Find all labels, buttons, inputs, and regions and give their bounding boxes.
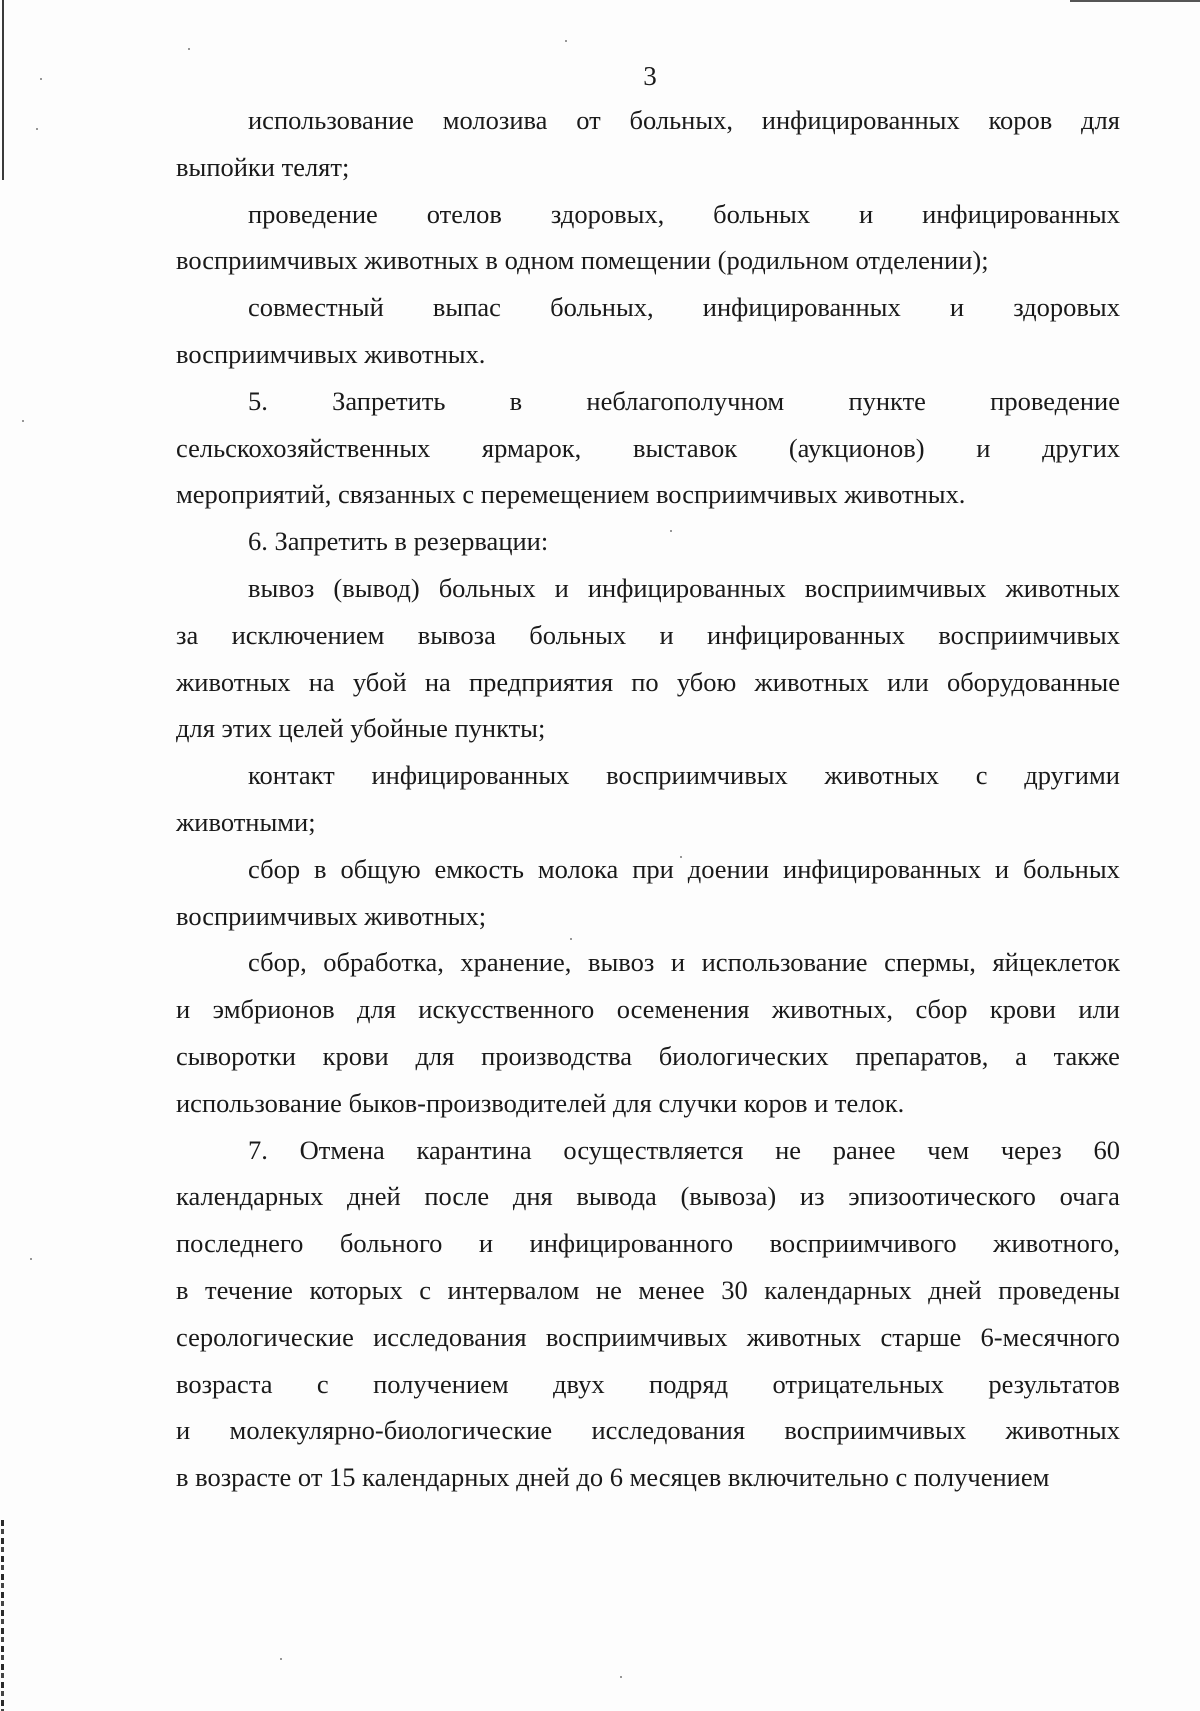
scan-speck [620, 1676, 622, 1678]
text-line: сбор, обработка, хранение, вывоз и использование спермы, яйцеклеток [248, 947, 1120, 978]
text-line: сельскохозяйственных ярмарок, выставок (аукционов) и других [176, 432, 1120, 463]
scan-speck [22, 420, 24, 422]
text-line: совместный выпас больных, инфицированных и здоровых [248, 292, 1120, 323]
scan-speck [36, 128, 38, 130]
text-line: за исключением вывоза больных и инфицированных восприимчивых [176, 619, 1120, 650]
scan-edge-artifact [1, 1520, 4, 1711]
text-line: и молекулярно-биологические исследования восприимчивых животных [176, 1415, 1120, 1446]
text-line: использование молозива от больных, инфицированных коров для [248, 105, 1120, 135]
text-line: сбор в общую емкость молока при доении инфицированных и больных [248, 853, 1120, 884]
paragraph [176, 1127, 1120, 1501]
paragraph [176, 939, 1120, 1126]
document-body [176, 97, 1120, 1501]
text-line: восприимчивых животных в одном помещении (родильном отделении); [176, 245, 989, 276]
scan-speck [30, 1258, 32, 1260]
paragraph [176, 565, 1120, 752]
text-line: сыворотки крови для производства биологических препаратов, а также [176, 1040, 1120, 1071]
text-line: последнего больного и инфицированного восприимчивого животного, [176, 1228, 1120, 1259]
paragraph [176, 846, 1120, 940]
text-line: 5. Запретить в неблагополучном пункте проведение [248, 385, 1120, 416]
text-line: проведение отелов здоровых, больных и инфицированных [248, 198, 1120, 229]
text-line: 7. Отмена карантина осуществляется не ранее чем через 60 [248, 1134, 1120, 1165]
text-line: вывоз (вывод) больных и инфицированных восприимчивых животных [248, 572, 1120, 603]
paragraph [176, 518, 1120, 565]
text-line: восприимчивых животных. [176, 338, 486, 369]
text-line: животными; [176, 806, 316, 837]
paragraph [176, 191, 1120, 285]
paragraph [176, 752, 1120, 846]
text-line: мероприятий, связанных с перемещением восприимчивых животных. [176, 479, 966, 510]
text-line: в течение которых с интервалом не менее 30 календарных дней проведены [176, 1274, 1120, 1305]
text-line: восприимчивых животных; [176, 900, 487, 931]
paragraph [176, 378, 1120, 518]
text-line: контакт инфицированных восприимчивых животных с другими [248, 760, 1120, 791]
text-line: календарных дней после дня вывода (вывоза) из эпизоотического очага [176, 1181, 1120, 1212]
text-line: выпойки телят; [176, 151, 350, 182]
text-line: 6. Запретить в резервации: [248, 526, 549, 557]
scan-speck [280, 1658, 282, 1660]
scan-speck [188, 48, 190, 50]
scan-edge-artifact [1070, 0, 1200, 2]
paragraph [176, 284, 1120, 378]
text-line: возраста с получением двух подряд отрицательных результатов [176, 1368, 1120, 1399]
page-number: 3 [643, 61, 657, 91]
text-line: серологические исследования восприимчивых животных старше 6-месячного [176, 1321, 1120, 1352]
text-line: животных на убой на предприятия по убою животных или оборудованные [176, 666, 1120, 697]
text-line: для этих целей убойные пункты; [176, 713, 546, 744]
text-line: использование быков-производителей для случки коров и телок. [176, 1087, 905, 1118]
paragraph [176, 97, 1120, 191]
text-line: в возрасте от 15 календарных дней до 6 месяцев включительно с получением [176, 1462, 1050, 1493]
scan-speck [565, 40, 567, 42]
text-line: и эмбрионов для искусственного осеменения животных, сбор крови или [176, 994, 1120, 1025]
